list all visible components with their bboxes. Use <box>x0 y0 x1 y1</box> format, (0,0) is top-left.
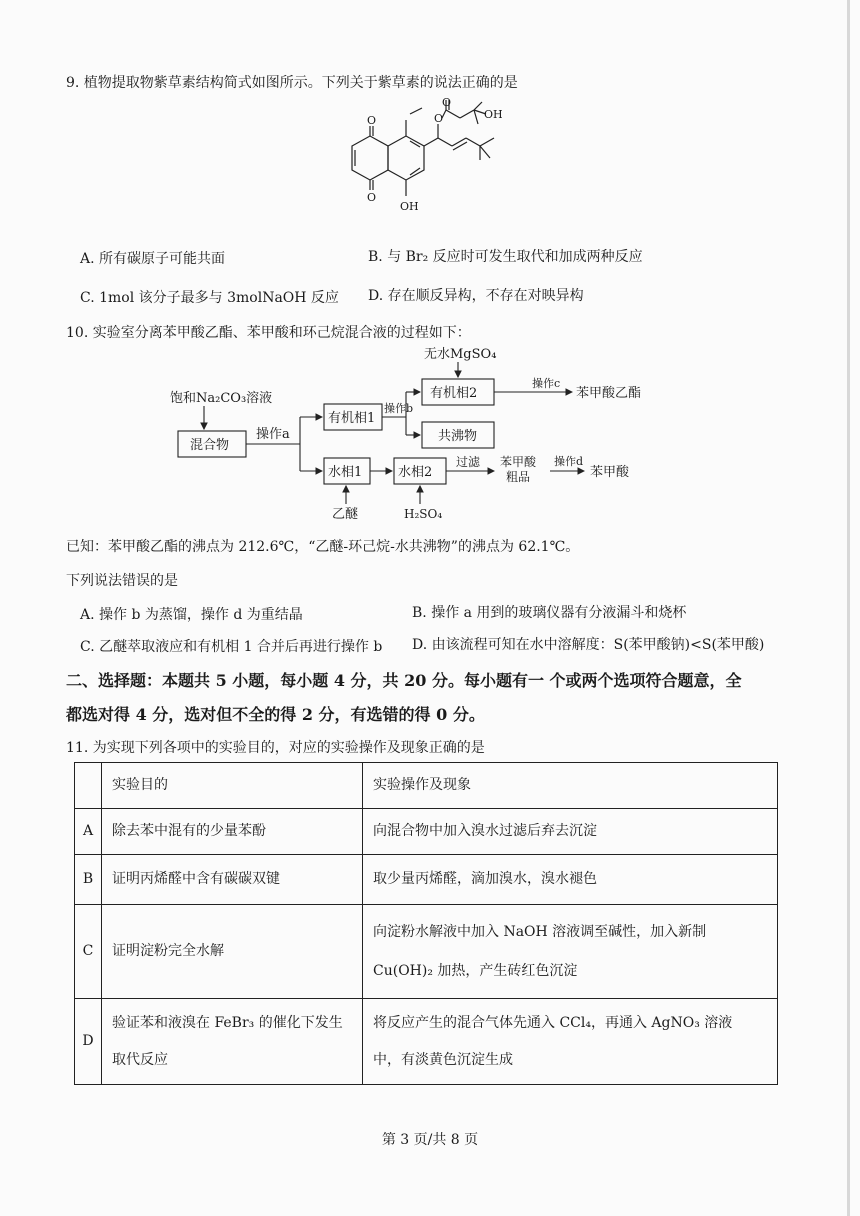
row-label: D <box>75 999 102 1085</box>
row-goal: 证明淀粉完全水解 <box>102 905 363 999</box>
flow-mixture: 混合物 <box>190 438 230 453</box>
flow-crude-1: 苯甲酸 <box>500 455 537 469</box>
row-operation-line-1: 将反应产生的混合气体先通入 CCl₄，再通入 AgNO₃ 溶液 <box>373 1014 733 1031</box>
row-operation <box>363 999 778 1085</box>
q10-ask: 下列说法错误的是 <box>66 573 178 589</box>
flow-op-b: 操作b <box>384 402 414 415</box>
flow-op-c: 操作c <box>532 377 561 390</box>
struct-oh-ring: OH <box>400 200 419 213</box>
q10-option-b: B. 操作 a 用到的玻璃仪器有分液漏斗和烧杯 <box>412 605 687 621</box>
q10-option-a: A. 操作 b 为蒸馏，操作 d 为重结晶 <box>80 607 303 623</box>
q10-option-d: D. 由该流程可知在水中溶解度：S(苯甲酸钠)<S(苯甲酸) <box>412 637 765 653</box>
flow-op-d: 操作d <box>554 455 584 468</box>
q9-stem: 9. 植物提取物紫草素结构简式如图所示。下列关于紫草素的说法正确的是 <box>66 75 518 91</box>
row-goal: 证明丙烯醛中含有碳碳双键 <box>102 855 363 905</box>
row-operation-line-2: 中，有淡黄色沉淀生成 <box>373 1051 513 1068</box>
flow-ether: 乙醚 <box>332 507 359 522</box>
q10-option-c: C. 乙醚萃取液应和有机相 1 合并后再进行操作 b <box>80 639 383 655</box>
row-goal <box>102 999 363 1085</box>
flow-mgso4: 无水MgSO₄ <box>424 347 497 362</box>
section-2-line-2: 都选对得 4 分，选对但不全的得 2 分，有选错的得 0 分。 <box>66 705 485 724</box>
flow-organic2: 有机相2 <box>430 386 478 401</box>
struct-oh-chain: OH <box>484 108 503 121</box>
flow-filter: 过滤 <box>456 455 481 469</box>
q9-option-a: A. 所有碳原子可能共面 <box>80 251 226 267</box>
row-goal-line-1: 验证苯和液溴在 FeBr₃ 的催化下发生 <box>112 1014 343 1031</box>
struct-o-top: O <box>367 114 377 127</box>
flow-reagent-na2co3: 饱和Na₂CO₃溶液 <box>170 391 273 406</box>
row-label: A <box>75 809 102 855</box>
row-goal-line-2: 取代反应 <box>112 1051 168 1068</box>
row-operation: 取少量丙烯醛，滴加溴水，溴水褪色 <box>363 855 778 905</box>
flow-water2: 水相2 <box>398 465 433 480</box>
q10-stem: 10. 实验室分离苯甲酸乙酯、苯甲酸和环己烷混合液的过程如下： <box>66 325 471 341</box>
table-row <box>75 809 778 855</box>
q11-table <box>74 762 778 1085</box>
table-row <box>75 905 778 999</box>
q9-option-c: C. 1mol 该分子最多与 3molNaOH 反应 <box>80 290 339 306</box>
flow-organic1: 有机相1 <box>328 411 376 426</box>
row-operation: 向混合物中加入溴水过滤后弃去沉淀 <box>363 809 778 855</box>
row-operation-line-2: Cu(OH)₂ 加热，产生砖红色沉淀 <box>373 962 578 979</box>
flow-h2so4: H₂SO₄ <box>404 507 443 521</box>
table-header-label <box>75 763 102 809</box>
row-operation-line-1: 向淀粉水解液中加入 NaOH 溶液调至碱性，加入新制 <box>373 923 707 940</box>
q9-option-b: B. 与 Br₂ 反应时可发生取代和加成两种反应 <box>368 249 643 265</box>
row-label: C <box>75 905 102 999</box>
row-goal: 除去苯中混有的少量苯酚 <box>102 809 363 855</box>
q9-structure <box>318 98 538 228</box>
flow-azeotrope: 共沸物 <box>438 429 478 444</box>
table-header-goal: 实验目的 <box>102 763 363 809</box>
page-edge <box>847 0 850 1216</box>
struct-o-bottom: O <box>367 191 377 204</box>
flow-op-a: 操作a <box>256 427 290 442</box>
row-label: B <box>75 855 102 905</box>
table-row <box>75 855 778 905</box>
q10-flowchart <box>160 344 680 522</box>
page-footer: 第 3 页/共 8 页 <box>381 1132 479 1148</box>
q11-stem: 11. 为实现下列各项中的实验目的，对应的实验操作及现象正确的是 <box>66 740 485 756</box>
flow-water1: 水相1 <box>328 465 363 480</box>
table-header-row <box>75 763 778 809</box>
flow-product-ester: 苯甲酸乙酯 <box>576 386 642 401</box>
struct-o-ester: O <box>434 112 444 125</box>
row-operation <box>363 905 778 999</box>
flow-crude-2: 粗品 <box>506 470 531 484</box>
table-header-operation: 实验操作及现象 <box>363 763 778 809</box>
q9-option-d: D. 存在顺反异构，不存在对映异构 <box>368 288 584 304</box>
flow-product-acid: 苯甲酸 <box>590 465 630 480</box>
struct-o-ester-top: O <box>442 98 452 109</box>
table-row <box>75 999 778 1085</box>
q10-known: 已知：苯甲酸乙酯的沸点为 212.6℃，“乙醚-环己烷-水共沸物”的沸点为 62.1℃。 <box>66 539 580 555</box>
section-2-line-1: 二、选择题：本题共 5 小题，每小题 4 分，共 20 分。每小题有一 个或两个选项符合题意，全 <box>66 671 742 690</box>
